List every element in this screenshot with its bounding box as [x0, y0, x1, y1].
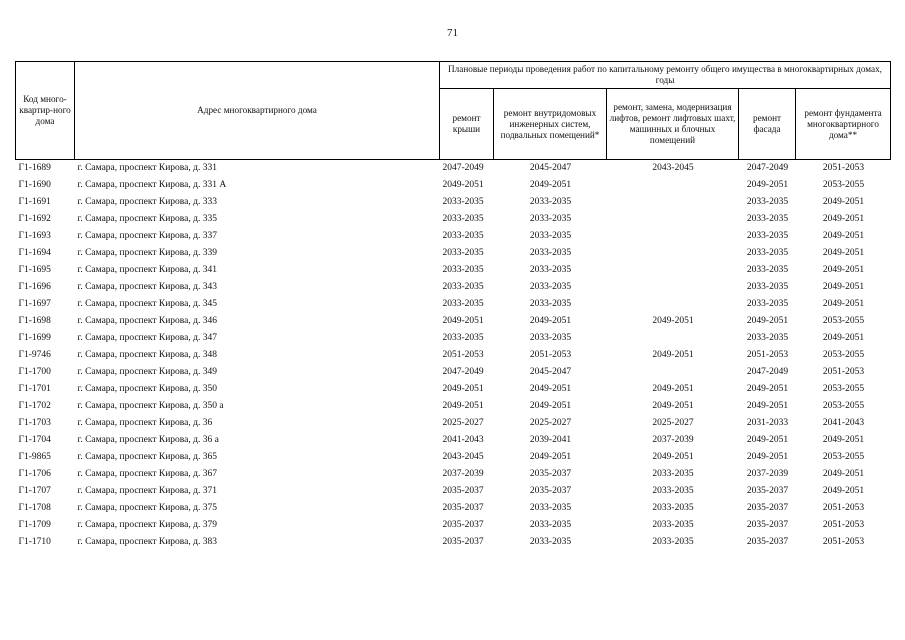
- cell-facade: 2047-2049: [746, 163, 789, 173]
- cell-foundation: 2051-2053: [822, 163, 865, 173]
- cell-engineering: 2033-2035: [529, 265, 572, 275]
- cell-elevators: 2033-2035: [652, 537, 694, 547]
- cell-roof: 2049-2051: [442, 180, 484, 190]
- cell-engineering: 2049-2051: [529, 401, 572, 411]
- cell-foundation: 2051-2053: [822, 503, 865, 513]
- cell-engineering: 2049-2051: [529, 180, 572, 190]
- cell-roof: 2033-2035: [442, 299, 484, 309]
- cell-facade: 2051-2053: [746, 350, 789, 360]
- table-row: [16, 415, 891, 432]
- cell-address: г. Самара, проспект Кирова, д. 331 А: [77, 180, 227, 190]
- cell-roof: 2033-2035: [442, 231, 484, 241]
- cell-roof: 2033-2035: [442, 197, 484, 207]
- header-elevators: ремонт, замена, модернизация лифтов, ремонт лифтовых шахт, машинных и блочных помещений: [607, 89, 739, 160]
- cell-code: Г1-1696: [18, 282, 51, 292]
- cell-address: г. Самара, проспект Кирова, д. 379: [77, 520, 217, 530]
- cell-roof: 2047-2049: [442, 367, 484, 377]
- page-number: 71: [447, 27, 458, 39]
- table-row: [16, 194, 891, 211]
- header-roof: ремонт крыши: [440, 89, 494, 160]
- cell-roof: 2037-2039: [442, 469, 484, 479]
- cell-engineering: 2033-2035: [529, 248, 572, 258]
- cell-engineering: 2051-2053: [529, 350, 572, 360]
- cell-code: Г1-9746: [18, 350, 51, 360]
- table-row: [16, 211, 891, 228]
- cell-roof: 2051-2053: [442, 350, 484, 360]
- cell-facade: 2033-2035: [746, 299, 789, 309]
- cell-elevators: [607, 228, 739, 245]
- cell-elevators: 2049-2051: [652, 384, 694, 394]
- header-address: Адрес многоквартирного дома: [75, 62, 440, 160]
- cell-facade: 2033-2035: [746, 248, 789, 258]
- cell-facade: 2047-2049: [746, 367, 789, 377]
- cell-elevators: 2037-2039: [652, 435, 694, 445]
- cell-foundation: 2049-2051: [822, 469, 865, 479]
- cell-elevators: 2033-2035: [652, 469, 694, 479]
- cell-elevators: [607, 211, 739, 228]
- cell-facade: 2037-2039: [746, 469, 789, 479]
- header-code: Код много-квартир-ного дома: [16, 62, 75, 160]
- cell-address: г. Самара, проспект Кирова, д. 331: [77, 163, 217, 173]
- cell-code: Г1-1707: [18, 486, 51, 496]
- cell-foundation: 2049-2051: [822, 435, 865, 445]
- cell-roof: 2049-2051: [442, 316, 484, 326]
- cell-foundation: 2053-2055: [822, 180, 865, 190]
- cell-elevators: 2043-2045: [652, 163, 694, 173]
- table-header: [16, 62, 891, 160]
- cell-address: г. Самара, проспект Кирова, д. 350: [77, 384, 217, 394]
- cell-address: г. Самара, проспект Кирова, д. 350 а: [77, 401, 224, 411]
- cell-roof: 2035-2037: [442, 537, 484, 547]
- cell-elevators: 2033-2035: [652, 520, 694, 530]
- cell-elevators: 2033-2035: [652, 486, 694, 496]
- cell-engineering: 2049-2051: [529, 316, 572, 326]
- cell-foundation: 2053-2055: [822, 401, 865, 411]
- table-row: [16, 347, 891, 364]
- cell-address: г. Самара, проспект Кирова, д. 349: [77, 367, 217, 377]
- cell-roof: 2033-2035: [442, 248, 484, 258]
- header-facade: ремонт фасада: [739, 89, 796, 160]
- cell-foundation: 2053-2055: [822, 452, 865, 462]
- cell-facade: 2031-2033: [746, 418, 789, 428]
- header-foundation: ремонт фундамента многоквартирного дома**: [796, 89, 891, 160]
- cell-address: г. Самара, проспект Кирова, д. 333: [77, 197, 217, 207]
- cell-code: Г1-1710: [18, 537, 51, 547]
- cell-code: Г1-9865: [18, 452, 51, 462]
- cell-roof: 2025-2027: [442, 418, 484, 428]
- cell-elevators: [607, 177, 739, 194]
- table-row: [16, 381, 891, 398]
- cell-engineering: 2033-2035: [529, 333, 572, 343]
- cell-code: Г1-1702: [18, 401, 51, 411]
- cell-foundation: 2053-2055: [822, 384, 865, 394]
- cell-engineering: 2033-2035: [529, 520, 572, 530]
- cell-code: Г1-1706: [18, 469, 51, 479]
- cell-foundation: 2051-2053: [822, 520, 865, 530]
- table-row: [16, 432, 891, 449]
- cell-code: Г1-1693: [18, 231, 51, 241]
- cell-foundation: 2049-2051: [822, 486, 865, 496]
- cell-engineering: 2033-2035: [529, 282, 572, 292]
- cell-engineering: 2025-2027: [529, 418, 572, 428]
- cell-facade: 2049-2051: [746, 384, 789, 394]
- cell-roof: 2035-2037: [442, 520, 484, 530]
- cell-roof: 2033-2035: [442, 282, 484, 292]
- table-row: [16, 534, 891, 551]
- table-row: [16, 330, 891, 347]
- cell-facade: 2035-2037: [746, 537, 789, 547]
- cell-elevators: [607, 245, 739, 262]
- table-row: [16, 466, 891, 483]
- cell-code: Г1-1697: [18, 299, 51, 309]
- table-row: [16, 517, 891, 534]
- cell-elevators: 2033-2035: [652, 503, 694, 513]
- cell-elevators: [607, 262, 739, 279]
- cell-foundation: 2049-2051: [822, 231, 865, 241]
- cell-engineering: 2033-2035: [529, 503, 572, 513]
- cell-code: Г1-1701: [18, 384, 51, 394]
- cell-facade: 2033-2035: [746, 214, 789, 224]
- cell-facade: 2049-2051: [746, 452, 789, 462]
- cell-facade: 2033-2035: [746, 333, 789, 343]
- cell-engineering: 2033-2035: [529, 231, 572, 241]
- cell-address: г. Самара, проспект Кирова, д. 375: [77, 503, 217, 513]
- cell-code: Г1-1703: [18, 418, 51, 428]
- cell-address: г. Самара, проспект Кирова, д. 371: [77, 486, 217, 496]
- cell-address: г. Самара, проспект Кирова, д. 343: [77, 282, 217, 292]
- cell-facade: 2049-2051: [746, 180, 789, 190]
- cell-roof: 2041-2043: [442, 435, 484, 445]
- cell-address: г. Самара, проспект Кирова, д. 341: [77, 265, 217, 275]
- cell-address: г. Самара, проспект Кирова, д. 365: [77, 452, 217, 462]
- cell-foundation: 2053-2055: [822, 316, 865, 326]
- cell-engineering: 2035-2037: [529, 486, 572, 496]
- cell-foundation: 2041-2043: [822, 418, 865, 428]
- cell-elevators: [607, 330, 739, 347]
- cell-elevators: 2049-2051: [652, 401, 694, 411]
- table-row: [16, 296, 891, 313]
- cell-roof: 2033-2035: [442, 333, 484, 343]
- cell-elevators: 2025-2027: [652, 418, 694, 428]
- cell-foundation: 2051-2053: [822, 367, 865, 377]
- cell-engineering: 2033-2035: [529, 537, 572, 547]
- cell-foundation: 2049-2051: [822, 214, 865, 224]
- cell-elevators: [607, 364, 739, 381]
- table-row: [16, 160, 891, 178]
- cell-roof: 2035-2037: [442, 503, 484, 513]
- cell-facade: 2033-2035: [746, 197, 789, 207]
- cell-facade: 2035-2037: [746, 503, 789, 513]
- cell-roof: 2043-2045: [442, 452, 484, 462]
- table-row: [16, 313, 891, 330]
- cell-foundation: 2049-2051: [822, 282, 865, 292]
- cell-code: Г1-1699: [18, 333, 51, 343]
- cell-facade: 2035-2037: [746, 486, 789, 496]
- cell-address: г. Самара, проспект Кирова, д. 346: [77, 316, 217, 326]
- cell-address: г. Самара, проспект Кирова, д. 36 а: [77, 435, 219, 445]
- cell-address: г. Самара, проспект Кирова, д. 339: [77, 248, 217, 258]
- cell-address: г. Самара, проспект Кирова, д. 383: [77, 537, 217, 547]
- cell-address: г. Самара, проспект Кирова, д. 36: [77, 418, 213, 428]
- cell-facade: 2049-2051: [746, 435, 789, 445]
- cell-address: г. Самара, проспект Кирова, д. 347: [77, 333, 217, 343]
- cell-foundation: 2051-2053: [822, 537, 865, 547]
- table-row: [16, 262, 891, 279]
- cell-address: г. Самара, проспект Кирова, д. 367: [77, 469, 217, 479]
- cell-address: г. Самара, проспект Кирова, д. 348: [77, 350, 217, 360]
- cell-code: Г1-1692: [18, 214, 51, 224]
- header-engineering: ремонт внутридомовых инженерных систем, подвальных помещений*: [494, 89, 607, 160]
- cell-code: Г1-1694: [18, 248, 51, 258]
- cell-elevators: 2049-2051: [652, 350, 694, 360]
- cell-code: Г1-1708: [18, 503, 51, 513]
- cell-facade: 2033-2035: [746, 265, 789, 275]
- cell-facade: 2049-2051: [746, 401, 789, 411]
- cell-engineering: 2049-2051: [529, 452, 572, 462]
- cell-foundation: 2049-2051: [822, 333, 865, 343]
- cell-engineering: 2033-2035: [529, 214, 572, 224]
- cell-code: Г1-1698: [18, 316, 51, 326]
- header-planned-periods: Плановые периоды проведения работ по капитальному ремонту общего имущества в многоквартирных домах, годы: [440, 62, 891, 89]
- cell-address: г. Самара, проспект Кирова, д. 337: [77, 231, 217, 241]
- cell-foundation: 2049-2051: [822, 265, 865, 275]
- cell-engineering: 2049-2051: [529, 384, 572, 394]
- cell-roof: 2049-2051: [442, 401, 484, 411]
- table-row: [16, 279, 891, 296]
- table-row: [16, 228, 891, 245]
- cell-address: г. Самара, проспект Кирова, д. 345: [77, 299, 217, 309]
- cell-elevators: [607, 279, 739, 296]
- cell-facade: 2035-2037: [746, 520, 789, 530]
- cell-foundation: 2053-2055: [822, 350, 865, 360]
- table-body: [16, 160, 891, 552]
- cell-code: Г1-1691: [18, 197, 51, 207]
- cell-engineering: 2033-2035: [529, 299, 572, 309]
- cell-engineering: 2039-2041: [529, 435, 572, 445]
- table-row: [16, 398, 891, 415]
- cell-code: Г1-1689: [18, 163, 51, 173]
- cell-code: Г1-1690: [18, 180, 51, 190]
- cell-roof: 2047-2049: [442, 163, 484, 173]
- cell-engineering: 2045-2047: [529, 163, 572, 173]
- cell-elevators: 2049-2051: [652, 452, 694, 462]
- cell-roof: 2033-2035: [442, 214, 484, 224]
- cell-foundation: 2049-2051: [822, 197, 865, 207]
- cell-roof: 2035-2037: [442, 486, 484, 496]
- cell-address: г. Самара, проспект Кирова, д. 335: [77, 214, 217, 224]
- cell-foundation: 2049-2051: [822, 248, 865, 258]
- cell-code: Г1-1704: [18, 435, 51, 445]
- cell-roof: 2033-2035: [442, 265, 484, 275]
- cell-code: Г1-1700: [18, 367, 51, 377]
- cell-engineering: 2045-2047: [529, 367, 572, 377]
- cell-foundation: 2049-2051: [822, 299, 865, 309]
- table-row: [16, 177, 891, 194]
- table-row: [16, 364, 891, 381]
- cell-facade: 2049-2051: [746, 316, 789, 326]
- cell-elevators: [607, 194, 739, 211]
- table-row: [16, 500, 891, 517]
- cell-elevators: [607, 296, 739, 313]
- table-row: [16, 245, 891, 262]
- cell-roof: 2049-2051: [442, 384, 484, 394]
- table-row: [16, 449, 891, 466]
- cell-facade: 2033-2035: [746, 231, 789, 241]
- cell-code: Г1-1709: [18, 520, 51, 530]
- cell-engineering: 2033-2035: [529, 197, 572, 207]
- table-row: [16, 483, 891, 500]
- cell-code: Г1-1695: [18, 265, 51, 275]
- cell-elevators: 2049-2051: [652, 316, 694, 326]
- capital-repair-table: [15, 61, 891, 551]
- cell-facade: 2033-2035: [746, 282, 789, 292]
- cell-engineering: 2035-2037: [529, 469, 572, 479]
